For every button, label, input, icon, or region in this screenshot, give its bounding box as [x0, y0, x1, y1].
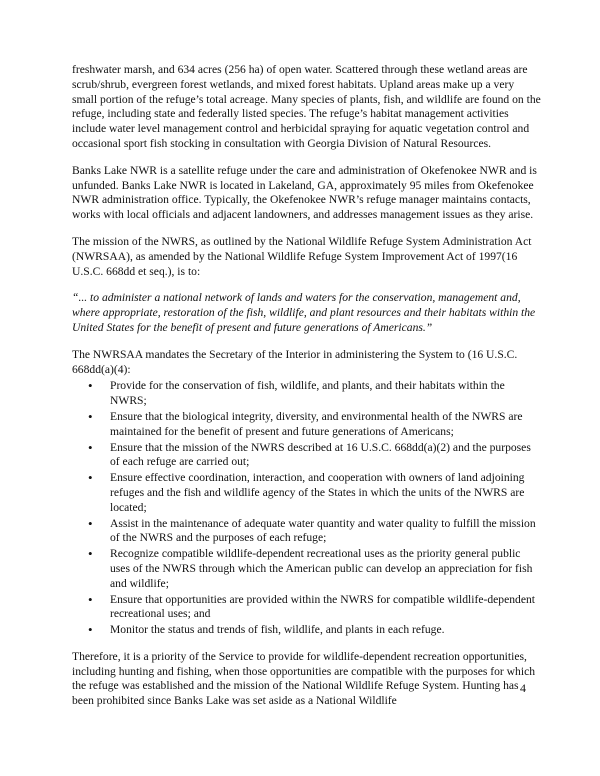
paragraph-mandates: The NWRSAA mandates the Secretary of the Interior in administering the System to (16 U.S.C. 668dd(a)(4):: [72, 347, 518, 376]
paragraph-mission-intro: The mission of the NWRS, as outlined by the National Wildlife Refuge System Administration Act (NWRSAA), as amended by the National Wildlife Refuge System Improvement Act of 1997(16 U.S.C. 668dd et seq.), is to:: [72, 234, 532, 278]
list-item: • Recognize compatible wildlife-dependent recreational uses as the priority general public uses of the NWRS through which the American public can develop an appreciation for fish and wildlife;: [110, 547, 542, 591]
mission-quote: “... to administer a national network of lands and waters for the conservation, management and, where appropriate, restoration of the fish, wildlife, and plant resources and their habitats within the United States for the benefit of present and future generations of Americans.”: [72, 291, 536, 334]
list-item: • Assist in the maintenance of adequate water quantity and water quality to fulfill the mission of the NWRS and the purposes of each refuge;: [110, 517, 542, 547]
list-item: • Ensure effective coordination, interaction, and cooperation with owners of land adjoining refuges and the fish and wildlife agency of the States in which the units of the NWRS are located;: [110, 471, 542, 515]
list-item: • Ensure that the mission of the NWRS described at 16 U.S.C. 668dd(a)(2) and the purposes of each refuge are carried out;: [110, 441, 542, 471]
page-number: 4: [520, 681, 526, 695]
list-item: • Provide for the conservation of fish, wildlife, and plants, and their habitats within the NWRS;: [110, 379, 542, 409]
paragraph-priority: Therefore, it is a priority of the Service to provide for wildlife-dependent recreation opportunities, including hunting and fishing, when those opportunities are compatible with the purposes for which the refuge was established and the mission of the National Wildlife Refuge System. Hunting has been prohibited since Banks Lake was set aside as a National Wildlife: [72, 649, 536, 708]
paragraph-habitat: freshwater marsh, and 634 acres (256 ha) of open water. Scattered through these wetland areas are scrub/shrub, evergreen forest wetlands, and mixed forest habitats. Upland areas make up a very small portion of the refuge’s total acreage. Many species of plants, fish, and wildlife are found on the refuge, including state and federally listed species. The refuge’s habitat management activities include water level management control and herbicidal spraying for aquatic vegetation control and occasional sport fish stocking in consultation with Georgia Division of Natural Resources.: [72, 63, 541, 150]
list-item: • Monitor the status and trends of fish, wildlife, and plants in each refuge.: [110, 623, 542, 638]
document-page: [72, 63, 542, 721]
list-item: • Ensure that the biological integrity, diversity, and environmental health of the NWRS are maintained for the benefit of present and future generations of Americans;: [110, 410, 542, 440]
paragraph-satellite-refuge: Banks Lake NWR is a satellite refuge under the care and administration of Okefenokee NWR and is unfunded. Banks Lake NWR is located in Lakeland, GA, approximately 95 miles from Okefenokee NWR administration office. Typically, the Okefenokee NWR’s refuge manager maintains contacts, works with local officials and adjacent landowners, and addresses management issues as they arise.: [72, 163, 537, 222]
list-item: • Ensure that opportunities are provided within the NWRS for compatible wildlife-dependent recreational uses; and: [110, 593, 542, 623]
mandates-list: [72, 379, 542, 638]
